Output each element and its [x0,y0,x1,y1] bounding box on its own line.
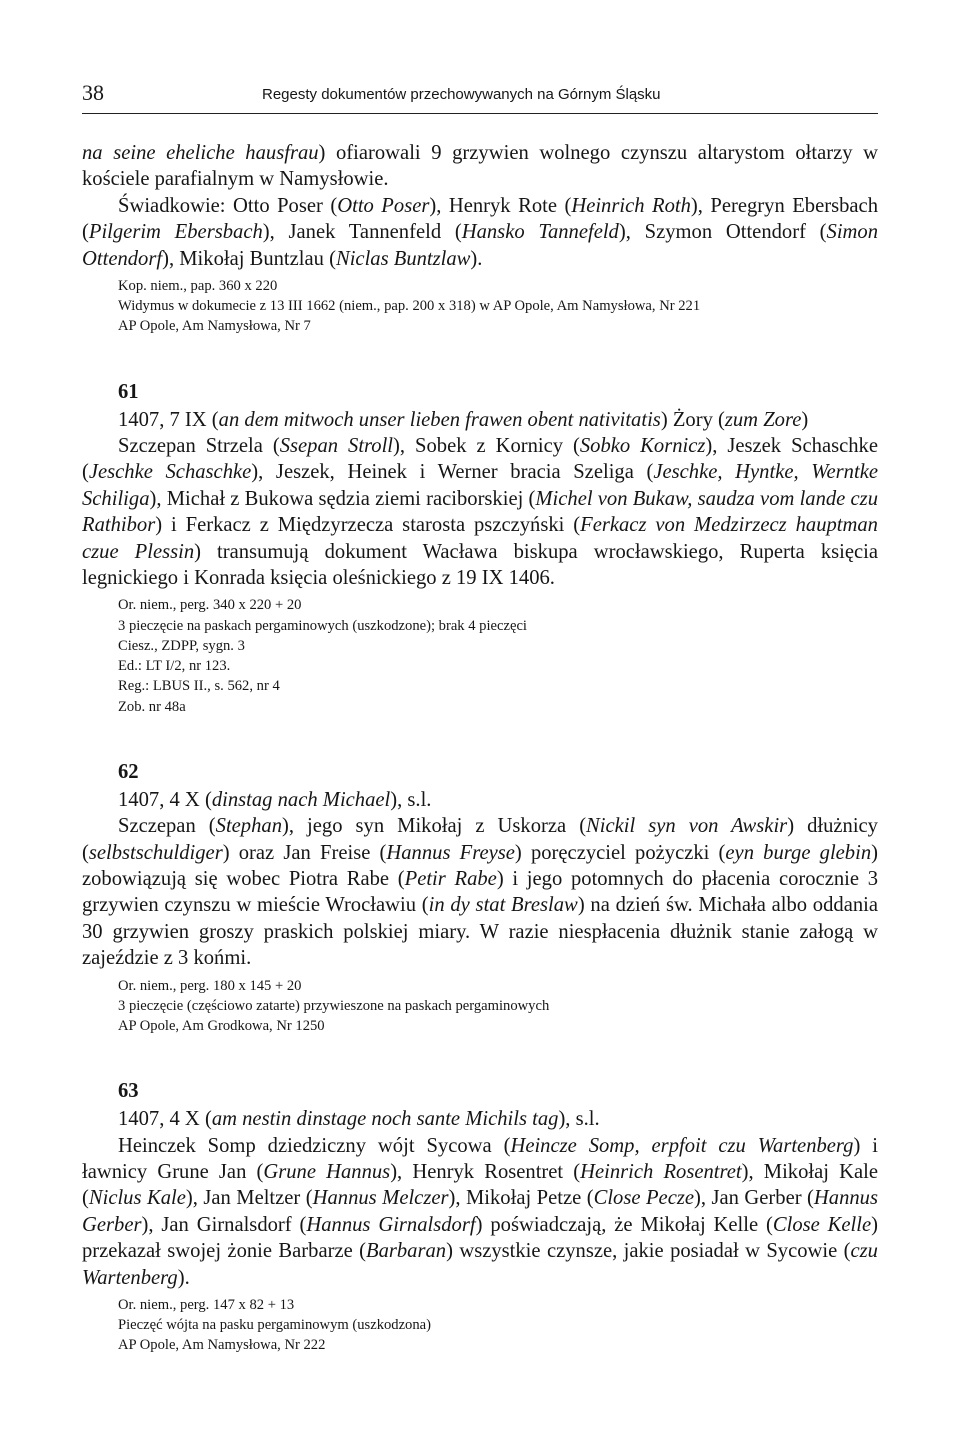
italic-text-run: Heincze Somp, erpfoit czu Wartenberg [510,1134,854,1157]
text-run: ), Jan Meltzer ( [185,1187,313,1210]
regest-entry-61 [82,379,878,717]
note-line: Or. niem., perg. 147 x 82 + 13 [118,1297,295,1313]
note-line: Widymus w dokumecie z 13 III 1662 (niem., pap. 200 x 318) w AP Opole, Am Namysłowa, Nr 221 [118,298,701,315]
text-run: ) przekazał swojej żonie Barbarze ( [82,1213,878,1263]
regest-entry-63 [82,1078,878,1355]
text-run: ), s.l. [390,788,432,811]
italic-text-run: Hannus Gerber [82,1187,878,1236]
italic-text-run: Barbaran [365,1240,447,1263]
entry-number: 62 [118,760,139,783]
text-run: 1407, 4 X ( [118,1108,212,1131]
italic-text-run: Simon Ottendorf [82,221,879,270]
regest-entry-62 [82,759,878,1036]
italic-text-run: selbstschuldiger [88,841,223,864]
entry-body [82,433,878,591]
text-run: Świadkowie: Otto Poser ( [118,194,338,217]
text-run: ), Henryk Rosentret ( [390,1160,581,1183]
text-run: ). [470,247,483,270]
header-rule [82,113,878,114]
italic-text-run: Ferkacz von Medzirzecz hauptman czue Plessin [82,514,878,563]
text-run: ), Peregryn Ebersbach ( [82,194,878,244]
text-run: Heinczek Somp dziedziczny wójt Sycowa ( [118,1134,511,1157]
italic-text-run: an dem mitwoch unser lieben frawen obent nativitatis [218,408,661,431]
italic-text-run: eyn burge glebin [725,841,872,864]
page-number: 38 [82,80,104,105]
italic-text-run: na seine eheliche hausfrau [82,142,319,164]
note-line: AP Opole, Am Grodkowa, Nr 1250 [118,1017,325,1034]
italic-text-run: Close Pecze [593,1187,694,1210]
archival-notes [118,276,878,337]
note-line: Or. niem., perg. 180 x 145 + 20 [118,977,302,994]
text-run: 1407, 4 X ( [118,788,212,811]
text-run: ), jego syn Mikołaj z Uskorza ( [282,815,587,838]
italic-text-run: Hannus Melczer [312,1187,449,1210]
italic-text-run: Jeschke Schaschke [88,461,252,484]
witnesses-paragraph [82,193,878,272]
entry-date [82,1106,878,1132]
note-line: Kop. niem., pap. 360 x 220 [118,278,278,295]
entry-number: 63 [118,1080,139,1103]
text-run: ), s.l. [558,1108,600,1131]
running-title: Regesty dokumentów przechowywanych na Górnym Śląsku [262,86,661,103]
text-run: Szczepan ( [118,815,216,838]
italic-text-run: Hansko Tannefeld [461,221,619,244]
entry-number: 61 [118,380,139,403]
note-line: Or. niem., perg. 340 x 220 + 20 [118,597,302,614]
italic-text-run: Heinrich Roth [571,194,691,217]
text-run: ) poświadczają, że Mikołaj Kelle ( [475,1213,773,1236]
entry-date [82,787,878,813]
italic-text-run: Grune Hannus [263,1160,391,1183]
archival-notes [118,595,878,716]
text-run: ), Mikołaj Kale ( [82,1160,878,1210]
note-line: Pieczęć wójta na pasku pergaminowym (uszkodzona) [118,1317,431,1334]
text-run: ), Janek Tannenfeld ( [262,221,462,244]
text-run: ), Mikołaj Buntzlau ( [162,247,336,270]
text-run: ), Michał z Bukowa sędzia ziemi raciborskiej ( [149,487,536,510]
italic-text-run: in dy stat Breslaw [428,894,578,917]
text-run: ) i jego potomnych do płacenia corocznie 3 grzywien czynszu w mieście Wrocławiu ( [82,867,878,917]
text-run: 1407, 7 IX ( [118,408,219,431]
archival-notes [118,976,878,1037]
italic-text-run: dinstag nach Michael [211,788,391,811]
text-run: ) [801,408,809,431]
note-line: 3 pieczęcie (częściowo zatarte) przywieszone na paskach pergaminowych [118,997,550,1014]
text-run: Szczepan Strzela ( [118,435,280,458]
note-line: 3 pieczęcie na paskach pergaminowych (uszkodzone); brak 4 pieczęci [118,617,527,634]
italic-text-run: Jeschke, Hyntke, Werntke Schiliga [82,461,878,510]
text-run: ) i Ferkacz z Międzyrzecza starosta pszczyński ( [155,514,581,537]
text-run: ), Szymon Ottendorf ( [618,221,827,244]
text-run: ), Jan Girnalsdorf ( [141,1213,307,1236]
italic-text-run: Michel von Bukaw, saudza vom lande czu Rathibor [82,487,878,537]
note-line: AP Opole, Am Namysłowa, Nr 7 [118,318,311,335]
text-run: ) oraz Jan Freise ( [222,841,387,864]
italic-text-run: Nickil syn von Awskir [586,815,788,838]
italic-text-run: Hannus Girnalsdorf [306,1213,476,1236]
italic-text-run: Petir Rabe [404,867,497,890]
entry-body [82,1133,878,1291]
continuation-paragraph [82,140,878,193]
text-run: ) poręczyciel pożyczki ( [514,841,726,864]
text-run: ) wszystkie czynsze, jakie posiadał w Sycowie ( [446,1240,851,1263]
text-run: ) zobowiązują się wobec Piotra Rabe ( [82,841,878,890]
italic-text-run: czu Wartenberg [82,1240,878,1289]
entry-body [82,813,878,971]
entry-date [82,407,878,433]
italic-text-run: Niclas Buntzlaw [335,247,471,270]
italic-text-run: Sobko Kornicz [579,435,706,458]
italic-text-run: Close Kelle [772,1213,872,1236]
italic-text-run: Stephan [215,815,282,838]
text-run: ) na dzień św. Michała albo oddania 30 grzywien groszy praskich polskiej miary. W razie niespłacenia dłużnik stanie załogą w zajeździe z 3 końmi. [82,894,878,970]
note-line: Zob. nr 48a [118,698,186,715]
text-run: ), Jan Gerber ( [694,1187,814,1210]
text-run: ) Żory ( [660,408,725,431]
italic-text-run: Ssepan Stroll [279,435,394,458]
text-run: ), Henryk Rote ( [429,194,572,217]
page-header [82,80,878,114]
italic-text-run: zum Zore [724,408,802,431]
italic-text-run: Otto Poser [337,194,430,217]
archival-notes [118,1295,878,1356]
text-run: ), Jeszek, Heinek i Werner bracia Szeliga ( [251,461,654,484]
note-line: AP Opole, Am Namysłowa, Nr 222 [118,1337,326,1354]
text-run: ), Jeszek Schaschke ( [82,435,878,484]
note-line: Reg.: LBUS II., s. 562, nr 4 [118,678,280,695]
text-run: ) i ławnicy Grune Jan ( [82,1134,878,1183]
text-run: ), Sobek z Kornicy ( [393,435,580,458]
note-line: Ciesz., ZDPP, sygn. 3 [118,637,245,654]
text-run: ) transumują dokument Wacława biskupa wrocławskiego, Ruperta księcia legnickiego i Konrada księcia oleśnickiego z 19 IX 1406. [82,540,879,590]
italic-text-run: Niclus Kale [88,1187,186,1210]
italic-text-run: Hannus Freyse [386,841,515,864]
italic-text-run: Pilgerim Ebersbach [88,221,263,244]
page-body [82,140,878,1356]
text-run: ) dłużnicy ( [82,815,878,864]
text-run: ). [177,1266,190,1289]
text-run: ), Mikołaj Petze ( [448,1187,594,1210]
note-line: Ed.: LT I/2, nr 123. [118,658,231,675]
text-run: ) ofiarowali 9 grzywien wolnego czynszu altarystom ołtarzy w kościele parafialnym w Namysłowie. [82,142,878,191]
italic-text-run: am nestin dinstage noch sante Michils tag [211,1108,559,1131]
italic-text-run: Heinrich Rosentret [580,1160,742,1183]
